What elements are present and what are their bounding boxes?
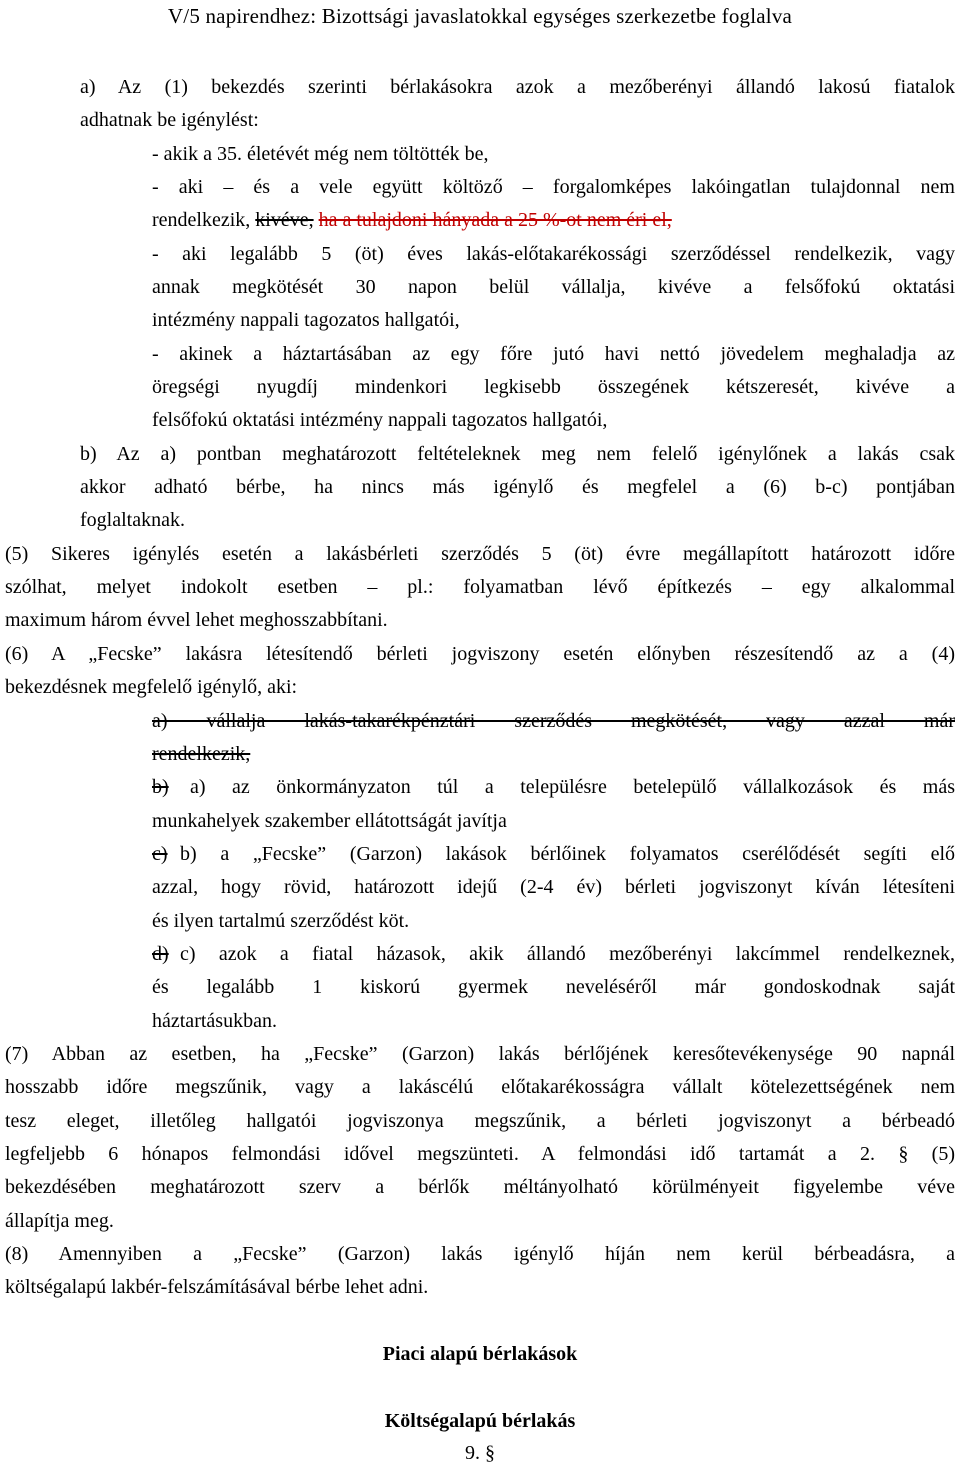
para-8-line-1: (8) Amennyiben a „Fecske” (Garzon) lakás igénylő híján nem kerül bérbeadásra, a [5, 1243, 955, 1265]
para-6-line-1: (6) A „Fecske” lakásra létesítendő bérleti jogviszony esetén előnyben részesítendő az a (4) [5, 643, 955, 665]
para-7-line-4: legfeljebb 6 hónapos felmondási idővel megszünteti. A felmondási idő tartamát a 2. § (5) [5, 1143, 955, 1165]
struck-item-a-line-2: rendelkezik, [152, 743, 251, 765]
struck-label-c: c) [152, 843, 168, 865]
item-d-line-1 [152, 944, 955, 964]
item-c-text: b) a „Fecske” (Garzon) lakások bérlőinek folyamatos cserélődését segíti elő [180, 843, 955, 865]
struck-label-d: d) [152, 943, 169, 965]
para-a-line-8: intézmény nappali tagozatos hallgatói, [152, 309, 460, 331]
item-b-text: a) az önkormányzaton túl a településre betelepülő vállalkozások és más [190, 776, 955, 798]
para-a-line-11: felsőfokú oktatási intézmény nappali tagozatos hallgatói, [152, 409, 608, 431]
para-7-line-3: tesz eleget, illetőleg hallgatói jogviszonya megszűnik, a bérleti jogviszonyt a bérbeadó [5, 1110, 955, 1132]
para-a-line-5 [152, 210, 672, 230]
para-5-line-2: szólhat, melyet indokolt esetben – pl.: folyamatban lévő építkezés – egy alkalommal [5, 576, 955, 598]
para-a-line-10: öregségi nyugdíj mindenkori legkisebb összegének kétszeresét, kivéve a [152, 376, 955, 398]
item-c-line-2: azzal, hogy rövid, határozott idejű (2-4 év) bérleti jogviszonyt kíván létesíteni [152, 876, 955, 898]
section-number: 9. § [465, 1442, 495, 1464]
para-6-line-2: bekezdésnek megfelelő igénylő, aki: [5, 676, 298, 698]
para-7-line-6: állapítja meg. [5, 1210, 114, 1232]
item-c-line-1 [152, 844, 955, 864]
para-5-line-3: maximum három évvel lehet meghosszabbítani. [5, 609, 388, 631]
para-5-line-1: (5) Sikeres igénylés esetén a lakásbérleti szerződés 5 (öt) évre megállapított határozott időre [5, 543, 955, 565]
para-a-line-4: - aki – és a vele együtt költöző – forgalomképes lakóingatlan tulajdonnal nem [152, 176, 955, 198]
heading-koltsegalapu: Költségalapú bérlakás [384, 1410, 576, 1432]
para-a-line-9: - akinek a háztartásában az egy főre jutó havi nettó jövedelem meghaladja az [152, 343, 955, 365]
item-d-line-3: háztartásukban. [152, 1010, 277, 1032]
para-a-line-1: a) Az (1) bekezdés szerinti bérlakásokra azok a mezőberényi állandó lakosú fiatalok [80, 76, 955, 98]
para-7-line-1: (7) Abban az esetben, ha „Fecske” (Garzon) lakás bérlőjének keresőtevékenysége 90 napnál [5, 1043, 955, 1065]
para-7-line-2: hosszabb időre megszűnik, vagy a lakáscélú előtakarékosságra vállalt kötelezettségének nem [5, 1076, 955, 1098]
heading-piaci: Piaci alapú bérlakások [382, 1343, 578, 1365]
para-a-line-3: - akik a 35. életévét még nem töltötték be, [152, 143, 489, 165]
item-c-line-3: és ilyen tartalmú szerződést köt. [152, 910, 410, 932]
struck-red-text: ha a tulajdoni hányada a 25 %-ot nem éri el, [318, 209, 672, 231]
para-a-line-7: annak megkötését 30 napon belül vállalja, kivéve a felsőfokú oktatási [152, 276, 955, 298]
struck-text: kivéve, [255, 209, 314, 231]
para-a-line-2: adhatnak be igénylést: [80, 109, 259, 131]
para-a-line-6: - aki legalább 5 (öt) éves lakás-előtakarékossági szerződéssel rendelkezik, vagy [152, 243, 955, 265]
struck-item-a-line-1: a) vállalja lakás-takarékpénztári szerződés megkötését, vagy azzal már [152, 710, 955, 732]
para-8-line-2: költségalapú lakbér-felszámításával bérbe lehet adni. [5, 1276, 429, 1298]
item-d-text: c) azok a fiatal házasok, akik állandó mezőberényi lakcímmel rendelkeznek, [180, 943, 955, 965]
struck-label-b: b) [152, 776, 169, 798]
para-b-line-3: foglaltaknak. [80, 509, 185, 531]
item-b-line-1 [152, 777, 955, 797]
page-header: V/5 napirendhez: Bizottsági javaslatokkal egységes szerkezetbe foglalva [167, 4, 793, 28]
item-d-line-2: és legalább 1 kiskorú gyermek neveléséről már gondoskodnak saját [152, 976, 955, 998]
para-7-line-5: bekezdésében meghatározott szerv a bérlők méltányolható körülményeit figyelembe véve [5, 1176, 955, 1198]
para-a-line-5-text: rendelkezik, [152, 209, 251, 231]
para-b-line-2: akkor adható bérbe, ha nincs más igénylő és megfelel a (6) b-c) pontjában [80, 476, 955, 498]
item-b-line-2: munkahelyek szakember ellátottságát javítja [152, 810, 507, 832]
para-b-line-1: b) Az a) pontban meghatározott feltételeknek meg nem felelő igénylőnek a lakás csak [80, 443, 955, 465]
